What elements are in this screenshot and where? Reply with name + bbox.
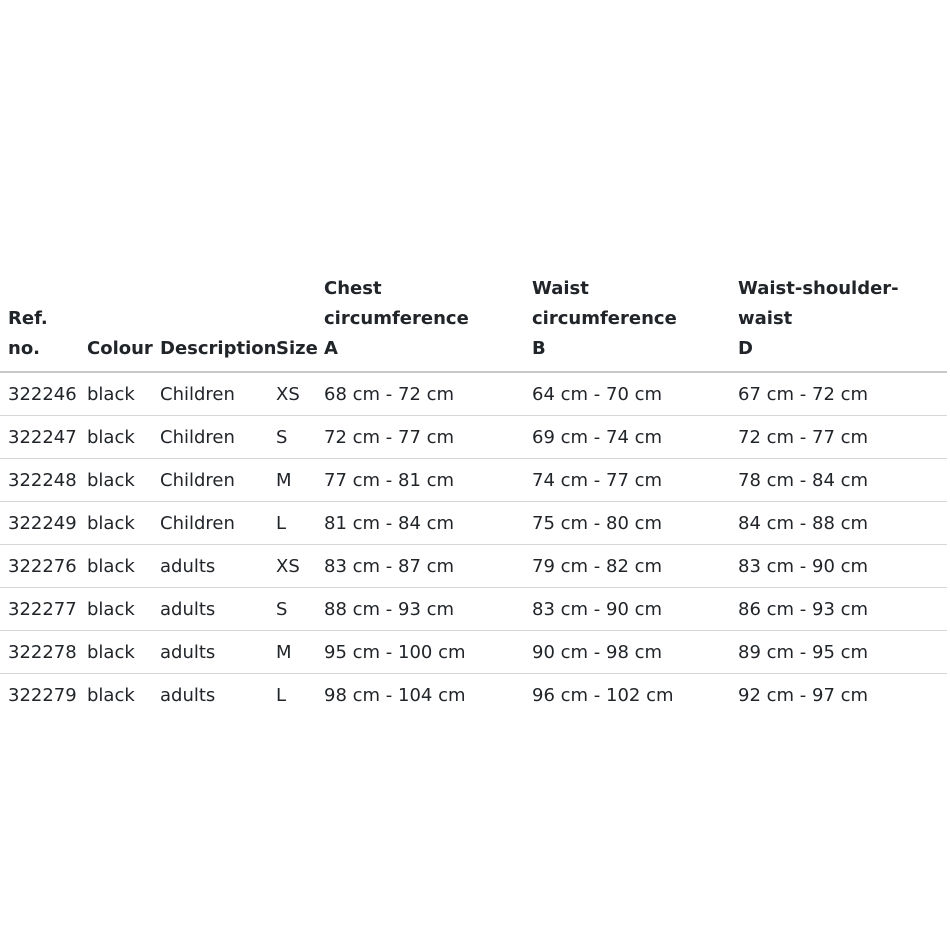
cell-waist-shoulder-waist: 67 cm - 72 cm: [730, 372, 947, 416]
cell-chest: 77 cm - 81 cm: [316, 459, 524, 502]
cell-waist: 96 cm - 102 cm: [532, 684, 674, 706]
cell-ref-no: 322277: [0, 588, 79, 631]
size-chart: [0, 274, 947, 716]
cell-waist: 69 cm - 74 cm: [524, 416, 730, 459]
cell-waist-shoulder-waist: 86 cm - 93 cm: [730, 588, 947, 631]
cell-size: M: [268, 631, 316, 674]
table-row: [0, 545, 947, 588]
header-waist-circumference: Waist circumference B: [524, 274, 730, 372]
cell-description: adults: [152, 588, 268, 631]
cell-chest: 88 cm - 93 cm: [316, 588, 524, 631]
cell-size: S: [268, 588, 316, 631]
cell-ref-no: 322276: [0, 545, 79, 588]
cell-waist: 83 cm - 90 cm: [524, 588, 730, 631]
cell-ref-no: 322279: [8, 684, 77, 706]
cell-ref-no: 322248: [0, 459, 79, 502]
header-waist-shoulder-waist: Waist-shoulder-waist D: [730, 274, 947, 372]
cell-waist: 64 cm - 70 cm: [524, 372, 730, 416]
cell-waist-shoulder-waist: 89 cm - 95 cm: [730, 631, 947, 674]
cell-description: Children: [152, 502, 268, 545]
cell-colour: black: [79, 545, 152, 588]
header-description: Description: [152, 274, 268, 372]
cell-waist-shoulder-waist: 72 cm - 77 cm: [730, 416, 947, 459]
cell-description: Children: [152, 416, 268, 459]
cell-chest: 68 cm - 72 cm: [316, 372, 524, 416]
cell-size: S: [268, 416, 316, 459]
table-row: [0, 372, 947, 416]
header-row: [0, 274, 947, 372]
table-row: [0, 631, 947, 674]
cell-colour: black: [79, 588, 152, 631]
cell-chest: 98 cm - 104 cm: [324, 684, 466, 706]
header-colour: Colour: [79, 274, 152, 372]
cell-ref-no: 322247: [0, 416, 79, 459]
cell-colour: black: [79, 502, 152, 545]
header-ref-no: Ref. no.: [0, 274, 79, 372]
table-row: [0, 588, 947, 631]
cell-waist-shoulder-waist: 84 cm - 88 cm: [730, 502, 947, 545]
table-row: [0, 674, 947, 717]
cell-description: Children: [152, 372, 268, 416]
cell-size: L: [268, 502, 316, 545]
cell-colour: black: [87, 684, 135, 706]
cell-ref-no: 322249: [0, 502, 79, 545]
cell-chest: 95 cm - 100 cm: [316, 631, 524, 674]
cell-size: XS: [268, 545, 316, 588]
cell-size: L: [276, 684, 287, 706]
cell-ref-no: 322246: [0, 372, 79, 416]
cell-waist: 90 cm - 98 cm: [524, 631, 730, 674]
cell-waist: 79 cm - 82 cm: [524, 545, 730, 588]
cell-size: XS: [268, 372, 316, 416]
header-size: Size: [268, 274, 316, 372]
cell-size: M: [268, 459, 316, 502]
cell-chest: 83 cm - 87 cm: [316, 545, 524, 588]
cell-description: adults: [152, 545, 268, 588]
cell-waist: 74 cm - 77 cm: [524, 459, 730, 502]
cell-colour: black: [79, 459, 152, 502]
size-table: [0, 274, 947, 716]
cell-description: adults: [160, 684, 216, 706]
cell-description: adults: [152, 631, 268, 674]
cell-waist-shoulder-waist: 78 cm - 84 cm: [730, 459, 947, 502]
cell-colour: black: [79, 372, 152, 416]
table-row: [0, 416, 947, 459]
table-row: [0, 502, 947, 545]
cell-colour: black: [79, 416, 152, 459]
cell-colour: black: [79, 631, 152, 674]
header-chest-circumference: Chest circumference A: [316, 274, 524, 372]
cell-chest: 72 cm - 77 cm: [316, 416, 524, 459]
table-row: [0, 459, 947, 502]
cell-description: Children: [152, 459, 268, 502]
cell-chest: 81 cm - 84 cm: [316, 502, 524, 545]
cell-ref-no: 322278: [0, 631, 79, 674]
cell-waist-shoulder-waist: 92 cm - 97 cm: [738, 684, 869, 706]
cell-waist-shoulder-waist: 83 cm - 90 cm: [730, 545, 947, 588]
cell-waist: 75 cm - 80 cm: [524, 502, 730, 545]
